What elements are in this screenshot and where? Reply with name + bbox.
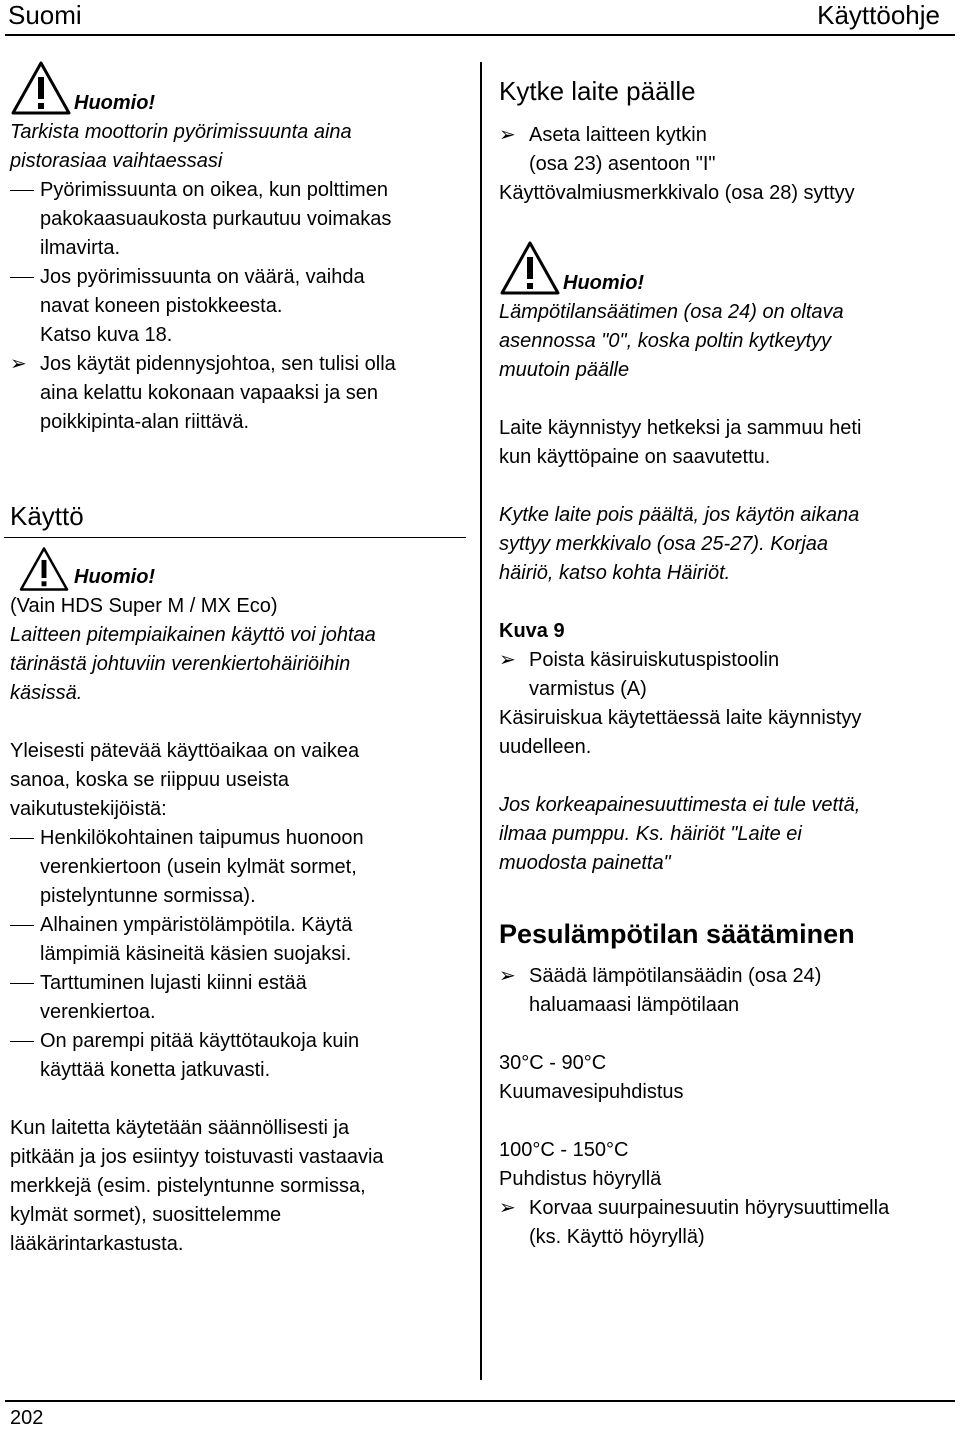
warning-icon: [10, 60, 72, 116]
warning-text: asennossa "0", koska poltin kytkeytyy: [499, 330, 832, 352]
warning-text: tärinästä johtuviin verenkiertohäiriöihin: [10, 653, 351, 675]
warning-text: Laitteen pitempiaikainen käyttö voi johtaa: [10, 624, 376, 646]
dash-bullet: [10, 190, 34, 191]
dash-list-item: Jos pyörimissuunta on väärä, vaihda navat koneen pistokkeesta. Katso kuva 18.: [10, 263, 465, 350]
page-header: [0, 0, 960, 36]
arrow-bullet-icon: ➢: [499, 965, 516, 987]
warning-label: Huomio!: [563, 272, 645, 294]
dash-bullet: [10, 1041, 34, 1042]
italic-note: Jos korkeapainesuuttimesta ei tule vettä, ilmaa pumppu. Ks. häiriöt "Laite ei muodosta painetta": [499, 794, 861, 874]
warning-text: pistorasiaa vaihtaessasi: [10, 150, 223, 172]
section-title-kaytto: Käyttö: [10, 501, 84, 531]
header-rule: [5, 34, 955, 36]
paragraph: Laite käynnistyy hetkeksi ja sammuu heti kun käyttöpaine on saavutettu.: [499, 417, 862, 468]
paragraph: Käyttövalmiusmerkkivalo (osa 28) syttyy: [499, 182, 855, 204]
dash-list-item: Pyörimissuunta on oikea, kun polttimen pakokaasuaukosta purkautuu voimakas ilmavirta.: [10, 176, 465, 263]
dash-list-item: Tarttuminen lujasti kiinni estää verenkiertoa.: [10, 969, 465, 1027]
left-column: [10, 60, 465, 1259]
header-language: Suomi: [8, 0, 82, 30]
warning-text: Lämpötilansäätimen (osa 24) on oltava: [499, 301, 844, 323]
paragraph: Yleisesti pätevää käyttöaikaa on vaikea sanoa, koska se riippuu useista vaikutustekijöistä:: [10, 740, 360, 820]
dash-bullet: [10, 925, 34, 926]
arrow-bullet-icon: ➢: [499, 649, 516, 671]
arrow-bullet-icon: ➢: [10, 353, 27, 375]
warning-text: muutoin päälle: [499, 359, 630, 381]
section-heading: Pesulämpötilan säätäminen: [499, 919, 855, 949]
arrow-list-item: ➢ Jos käytät pidennysjohtoa, sen tulisi olla aina kelattu kokonaan vapaaksi ja sen poikkipinta-alan riittävä.: [10, 350, 465, 437]
warning-block-2: [10, 546, 465, 592]
page-number: 202: [10, 1407, 44, 1429]
right-column: [499, 75, 954, 1252]
warning-text: Tarkista moottorin pyörimissuunta aina: [10, 121, 352, 143]
warning-block-3: [499, 240, 954, 298]
arrow-list-item: ➢ Korvaa suurpainesuutin höyrysuuttimella (ks. Käyttö höyryllä): [499, 1194, 954, 1252]
arrow-list-item: ➢ Säädä lämpötilansäädin (osa 24) haluamaasi lämpötilaan: [499, 962, 954, 1020]
warning-text: käsissä.: [10, 682, 83, 704]
arrow-list-item: ➢ Poista käsiruiskutuspistoolin varmistus (A): [499, 646, 954, 704]
dash-list-item: Henkilökohtainen taipumus huonoon verenkiertoon (usein kylmät sormet, pistelyntunne sormissa).: [10, 824, 465, 911]
header-doc-title: Käyttöohje: [817, 0, 940, 30]
warning-block-1: [10, 60, 465, 118]
dash-bullet: [10, 838, 34, 839]
arrow-bullet-icon: ➢: [499, 124, 516, 146]
warning-icon: [499, 240, 561, 296]
dash-bullet: [10, 983, 34, 984]
paragraph: Käsiruiskua käytettäessä laite käynnistyy uudelleen.: [499, 707, 862, 758]
temperature-range: 100°C - 150°C Puhdistus höyryllä: [499, 1139, 662, 1190]
warning-label: Huomio!: [74, 566, 156, 588]
footer-rule: [5, 1400, 955, 1402]
section-heading: Kytke laite päälle: [499, 76, 696, 106]
dash-bullet: [10, 277, 34, 278]
figure-label: Kuva 9: [499, 620, 565, 642]
warning-icon: [16, 546, 72, 592]
column-divider: [480, 62, 482, 1380]
warning-text: (Vain HDS Super M / MX Eco): [10, 595, 278, 617]
arrow-list-item: ➢ Aseta laitteen kytkin (osa 23) asentoon "I": [499, 121, 954, 179]
warning-label: Huomio!: [74, 92, 156, 114]
dash-list-item: On parempi pitää käyttötaukoja kuin käyttää konetta jatkuvasti.: [10, 1027, 465, 1085]
dash-list-item: Alhainen ympäristölämpötila. Käytä lämpimiä käsineitä käsien suojaksi.: [10, 911, 465, 969]
arrow-bullet-icon: ➢: [499, 1197, 516, 1219]
paragraph: Kun laitetta käytetään säännöllisesti ja pitkään ja jos esiintyy toistuvasti vastaavia merkkejä (esim. pistelyntunne sormissa, kylmät sormet), suosittelemme lääkärintarkastusta.: [10, 1117, 384, 1255]
italic-note: Kytke laite pois päältä, jos käytön aikana syttyy merkkivalo (osa 25-27). Korjaa häiriö, katso kohta Häiriöt.: [499, 504, 860, 584]
temperature-range: 30°C - 90°C Kuumavesipuhdistus: [499, 1052, 684, 1103]
